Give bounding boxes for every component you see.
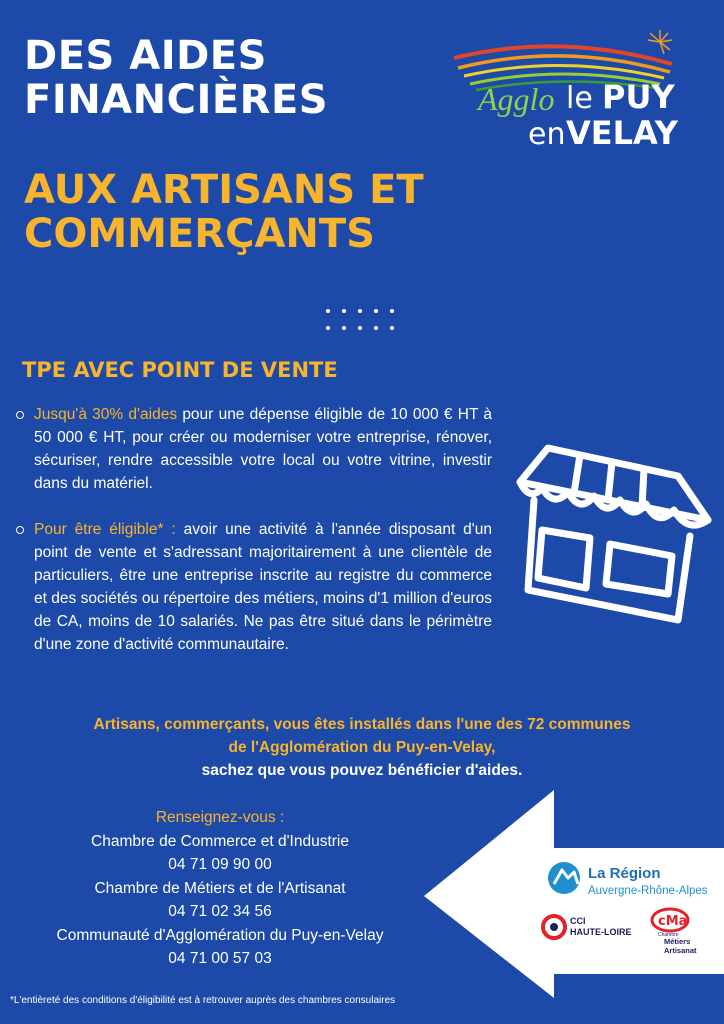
callout: [20, 713, 704, 782]
contact-phone: 04 71 09 90 00: [168, 856, 272, 873]
title-line-2: FINANCIÈRES: [24, 77, 329, 123]
cma-line-1: Métiers: [664, 937, 691, 946]
sun-icon: [648, 30, 672, 54]
logo-word-velay: VELAY: [566, 114, 678, 152]
bullet-aid-amount: [16, 403, 492, 495]
cma-small: Chambre: [658, 932, 679, 938]
footnote: *L'entièreté des conditions d'éligibilité est à retrouver auprès des chambres consulaires: [10, 995, 396, 1006]
bullet-circle-icon: [16, 411, 24, 419]
page-title: [24, 34, 444, 122]
region-subtitle: Auvergne-Rhône-Alpes: [588, 885, 708, 897]
title-line-1: DES AIDES: [24, 33, 267, 79]
agglo-logo: [450, 28, 700, 158]
contact-name: Chambre de Métiers et de l'Artisanat: [94, 879, 346, 897]
decorative-dots: [324, 306, 404, 336]
region-name: La Région: [588, 865, 661, 882]
callout-line-2: de l'Agglomération du Puy-en-Velay,: [228, 739, 496, 756]
bullet-circle-icon: [16, 526, 24, 534]
bullet-text: pour une dépense éligible de 10 000 € HT à 50 000 € HT, pour créer ou moderniser votre entreprise, rénover, sécuriser, rendre accessible votre local ou votre vitrine, investir dans du matériel.: [34, 406, 493, 492]
cci-line-1: CCI: [570, 916, 586, 926]
title-line-4: COMMERÇANTS: [24, 211, 375, 257]
logo-word-en: en: [528, 117, 566, 152]
contact-name: Chambre de Commerce et d'Industrie: [91, 832, 349, 850]
callout-line-3: sachez que vous pouvez bénéficier d'aides.: [201, 762, 523, 779]
contact-phone: 04 71 00 57 03: [168, 950, 272, 967]
page-subtitle: [24, 168, 544, 256]
cci-line-2: HAUTE-LOIRE: [570, 927, 632, 937]
cma-line-2: Artisanat: [664, 946, 697, 955]
bullet-highlight: Pour être éligible* :: [34, 521, 176, 538]
logo-word-puy: PUY: [602, 78, 675, 116]
section-title: TPE AVEC POINT DE VENTE: [22, 358, 338, 382]
logo-word-le: le: [566, 81, 593, 116]
callout-line-1: Artisans, commerçants, vous êtes installés dans l'une des 72 communes: [93, 716, 631, 733]
contact-name: Communauté d'Agglomération du Puy-en-Velay: [56, 926, 384, 944]
contact-heading: Renseignez-vous :: [155, 809, 285, 826]
contact-list: [30, 806, 410, 971]
partners-arrow: [424, 790, 724, 998]
bullet-text: avoir une activité à l'année disposant d'un point de vente et s'adressant majoritairement à une clientèle de particuliers, être une entreprise inscrite au registre du commerce et des sociétés ou répertoire des métiers, moins d'1 million d'euros de CA, moins de 10 salariés. Ne pas être situé dans le périmètre d'une zone d'activité communautaire.: [34, 521, 492, 653]
logo-word-agglo: Agglo: [478, 81, 555, 117]
bullet-eligibility: [16, 518, 492, 656]
bullet-highlight: Jusqu'à 30% d'aides: [34, 406, 178, 423]
svg-text:cMa: cMa: [658, 914, 688, 929]
contact-phone: 04 71 02 34 56: [168, 903, 272, 920]
title-line-3: AUX ARTISANS ET: [24, 167, 424, 213]
shop-icon: [508, 438, 718, 638]
region-logo-icon: [548, 862, 580, 894]
